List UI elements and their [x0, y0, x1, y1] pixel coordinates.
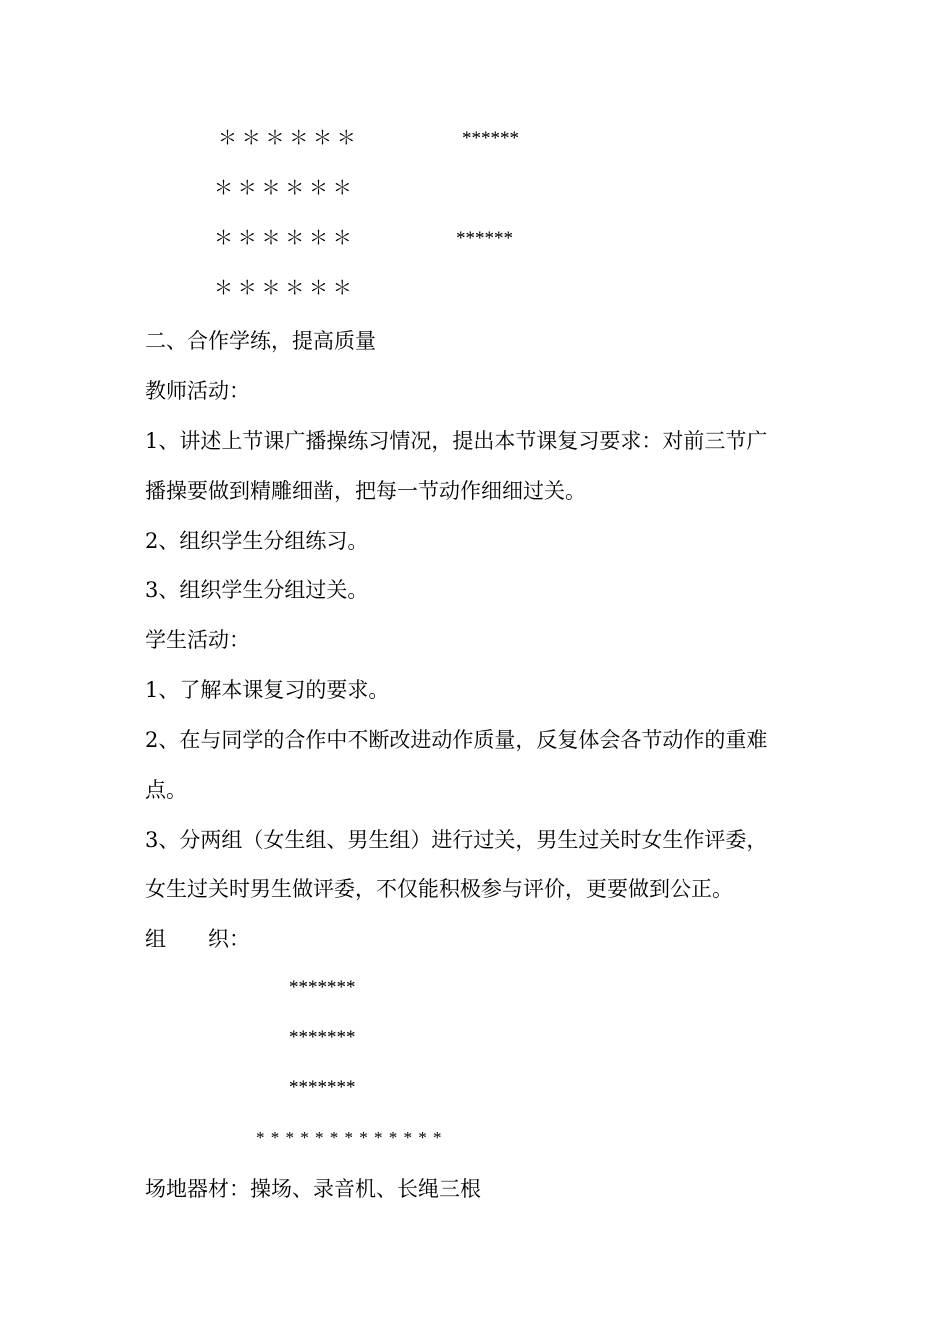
section-heading: 二、合作学练，提高质量 — [145, 329, 376, 353]
teacher-activity-heading: 教师活动： — [145, 379, 250, 403]
equipment-line: 场地器材：操场、录音机、长绳三根 — [145, 1177, 481, 1201]
organization-label: 组 织： — [145, 927, 250, 951]
formation-bottom-row-2: ******* — [289, 1027, 356, 1048]
formation-top-row-1-right: ****** — [462, 128, 519, 149]
formation-top-row-4-left: ＊ ＊ ＊ ＊ ＊ ＊ — [214, 278, 352, 299]
formation-bottom-row-1: ******* — [289, 977, 356, 998]
formation-bottom-row-3: ******* — [289, 1077, 356, 1098]
teacher-item-3: 3、组织学生分组过关。 — [145, 578, 369, 602]
formation-top-row-3-left: ＊ ＊ ＊ ＊ ＊ ＊ — [214, 228, 352, 249]
formation-top-row-3-right: ****** — [456, 228, 513, 249]
student-activity-heading: 学生活动： — [145, 628, 250, 652]
student-item-2-line-2: 点。 — [145, 778, 187, 802]
teacher-item-1-line-2: 播操要做到精雕细凿，把每一节动作细细过关。 — [145, 479, 586, 503]
teacher-item-2: 2、组织学生分组练习。 — [145, 529, 369, 553]
student-item-2-line-1: 2、在与同学的合作中不断改进动作质量，反复体会各节动作的重难 — [145, 728, 768, 752]
formation-bottom-row-4: * * * * * * * * * * * * * — [256, 1128, 443, 1147]
student-item-1: 1、了解本课复习的要求。 — [145, 678, 390, 702]
formation-top-row-2-left: ＊ ＊ ＊ ＊ ＊ ＊ — [214, 178, 352, 199]
teacher-item-1-line-1: 1、讲述上节课广播操练习情况，提出本节课复习要求：对前三节广 — [145, 429, 768, 453]
formation-top-row-1-left: ＊ ＊ ＊ ＊ ＊ ＊ — [218, 128, 356, 149]
student-item-3-line-2: 女生过关时男生做评委，不仅能积极参与评价，更要做到公正。 — [145, 877, 733, 901]
student-item-3-line-1: 3、分两组（女生组、男生组）进行过关，男生过关时女生作评委， — [145, 828, 768, 852]
